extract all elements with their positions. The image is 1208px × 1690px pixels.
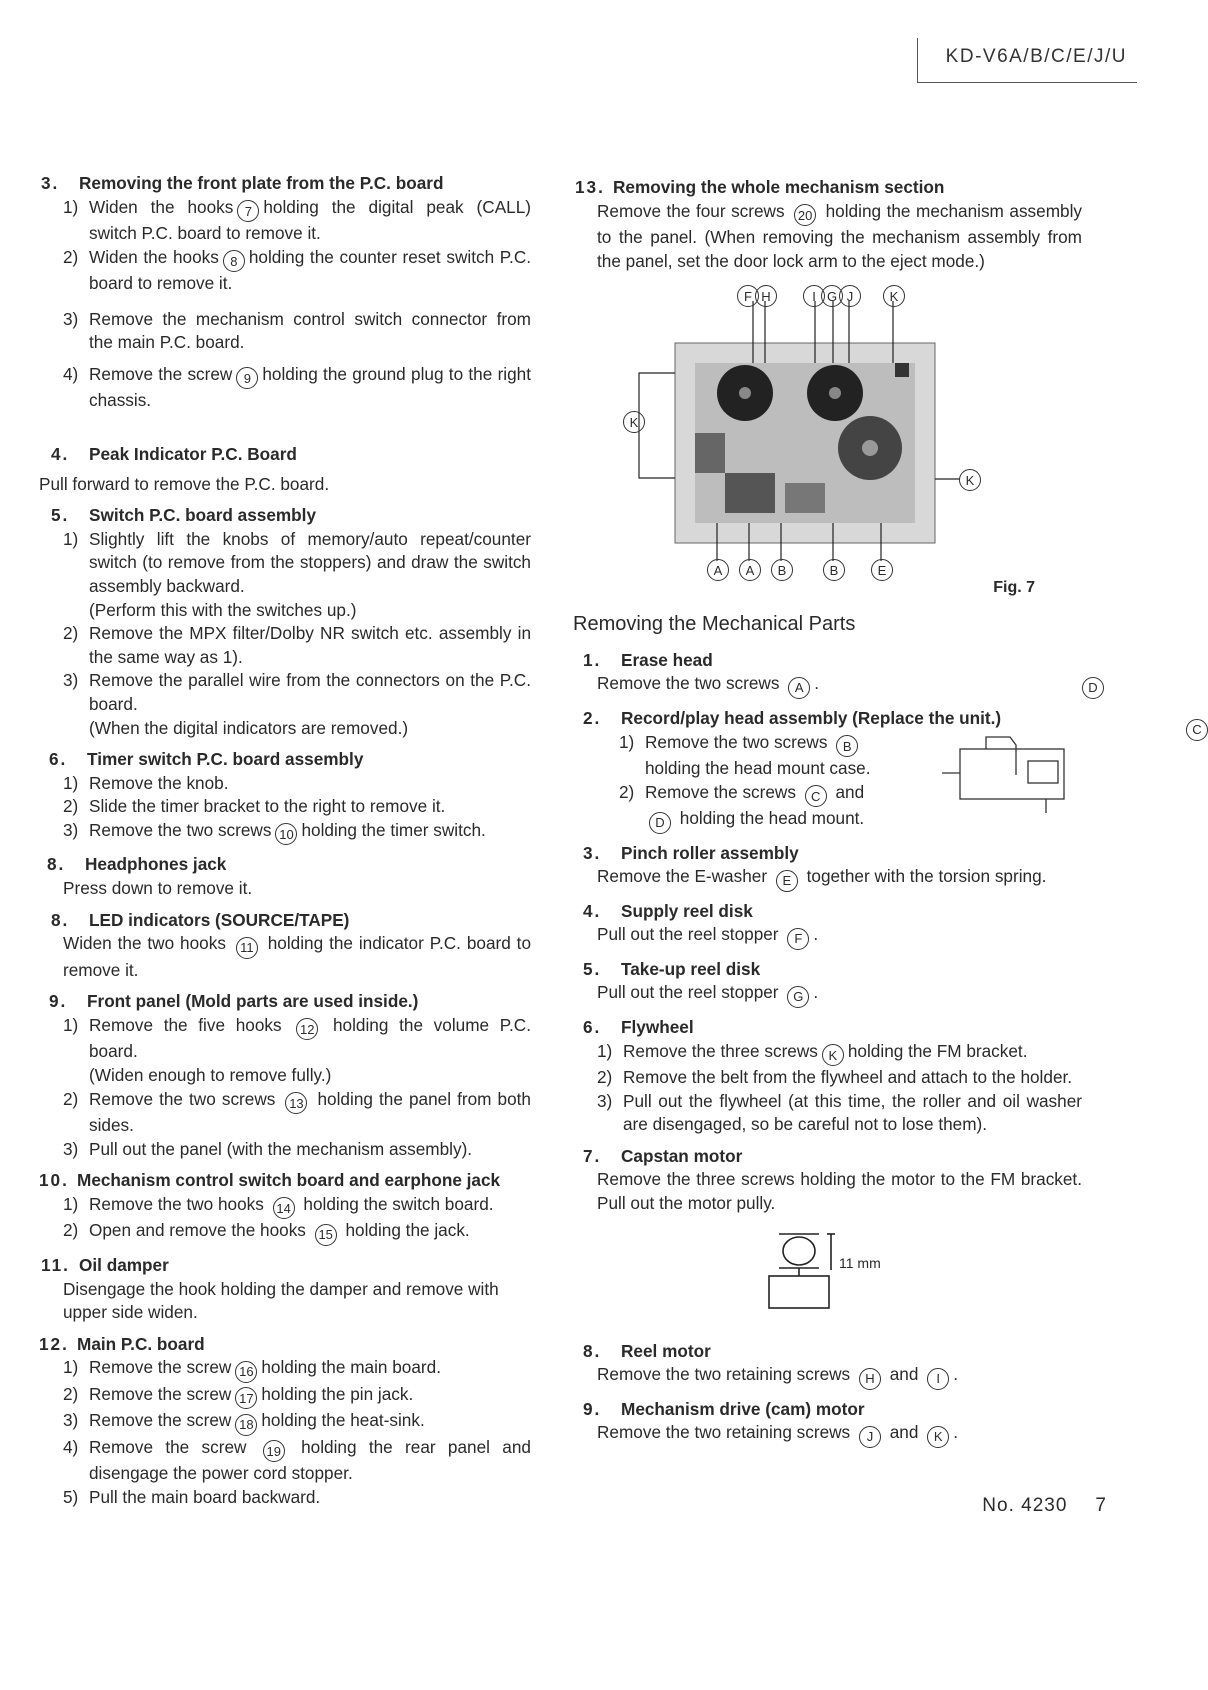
callout-marker: 8 [223, 250, 245, 272]
document-number: No. 4230 [982, 1495, 1068, 1516]
fig-label: H [755, 285, 777, 307]
fig-label: G [821, 285, 843, 307]
section-3 [41, 172, 531, 413]
step: 2) Remove the MPX filter/Dolby NR switch etc. assembly in the same way as 1). [63, 623, 531, 667]
head-mount-drawing [936, 735, 1086, 825]
section-6: 6. Timer switch P.C. board assembly 1) Remove the knob. 2) Slide the timer bracket to the right to remove it. 3) Remove the two screws 10 holding the timer switch. [41, 748, 531, 845]
section-10: 10. Mechanism control switch board and earphone jack 1) Remove the two hooks 14 holding the switch board. 2) Open and remove the hooks 15 holding the jack. [41, 1169, 531, 1246]
callout-marker: 9 [236, 367, 258, 389]
head-mount-figure [936, 680, 1202, 832]
section-title: Removing the front plate from the P.C. board [79, 173, 444, 193]
step: 2) Slide the timer bracket to the right to remove it. [63, 796, 446, 817]
callout-marker: K [822, 1044, 844, 1066]
callout-marker: C [805, 785, 827, 807]
step: 1) Remove the two hooks 14 holding the switch board. [41, 1193, 531, 1220]
model-number: KD-V6A/B/C/E/J/U [917, 38, 1137, 83]
mech-2: 2. Record/play head assembly (Replace the unit.) D C 1) Remove the two screws B holding the head mount case. 2) Remove the screws C and D holding the head mount. [597, 707, 1082, 834]
callout-marker: A [788, 677, 810, 699]
step: 3) Remove the parallel wire from the connectors on the P.C. board. (When the digital indicators are removed.) [63, 670, 531, 738]
section-8-headphones: 8. Headphones jack Press down to remove it. [47, 854, 253, 899]
mech-4: 4. Supply reel disk Pull out the reel stopper F . [597, 900, 1082, 950]
callout-marker: 18 [235, 1414, 257, 1436]
section-4: 4. Peak Indicator P.C. Board Pull forward to remove the P.C. board. [39, 444, 330, 494]
mechanism-drawing [605, 283, 1045, 603]
section-13: 13. Removing the whole mechanism section Remove the four screws 20 holding the mechanism assembly to the panel. (When removing the mechanism assembly from the panel, set the door lock arm to the eject mode.) [575, 177, 1082, 271]
callout-marker: 16 [235, 1361, 257, 1383]
step: 5) Pull the main board backward. [63, 1486, 321, 1507]
step: 3) Remove the screw 18 holding the heat-sink. [41, 1409, 531, 1436]
figure-caption: Fig. 7 [993, 578, 1035, 596]
callout-marker: H [859, 1368, 881, 1390]
step: 2) Remove the belt from the flywheel and attach to the holder. [597, 1067, 1073, 1088]
callout-marker: J [859, 1426, 881, 1448]
fig-label: I [803, 285, 825, 307]
step: 2) Remove the screws C and D holding the head mount. [597, 781, 930, 834]
fig-label: B [823, 559, 845, 581]
step: 3) Pull out the panel (with the mechanism assembly). [63, 1138, 473, 1159]
section-8-led: 8. LED indicators (SOURCE/TAPE) Widen the two hooks 11 holding the indicator P.C. board to remove it. [51, 909, 532, 980]
callout-marker: 19 [263, 1440, 285, 1462]
step: 4) Remove the screw 9 holding the ground plug to the right chassis. [63, 363, 532, 411]
callout-marker: K [927, 1426, 949, 1448]
callout-marker: D [649, 812, 671, 834]
step: 1) Remove the three screws K holding the FM bracket. [597, 1040, 1082, 1067]
fig-label: F [737, 285, 759, 307]
callout-marker: E [776, 870, 798, 892]
fig-label: C [1186, 719, 1208, 741]
step: 1) Slightly lift the knobs of memory/auto repeat/counter switch (to remove from the stoppers) and draw the switch assembly backward. (Perform this with the switches up.) [63, 528, 531, 620]
mech-1: 1. Erase head Remove the two screws A . [597, 649, 1082, 699]
section-heading: Removing the Mechanical Parts [573, 613, 856, 636]
step: 1) Remove the screw 16 holding the main board. [41, 1356, 531, 1383]
mech-6: 6. Flywheel 1) Remove the three screws K holding the FM bracket. 2) Remove the belt from the flywheel and attach to the holder. 3) Pull out the flywheel (at this time, the roller and oil washer are disengaged, so be careful not to lose them). [597, 1016, 1082, 1137]
callout-marker: 11 [236, 937, 258, 959]
callout-marker: 15 [315, 1224, 337, 1246]
callout-marker: I [927, 1368, 949, 1390]
callout-marker: 14 [273, 1197, 295, 1219]
step: 3) Remove the mechanism control switch connector from the main P.C. board. [63, 308, 531, 353]
section-number: 3. [41, 173, 60, 193]
step: 2) Open and remove the hooks 15 holding the jack. [41, 1219, 531, 1246]
page-footer [982, 1495, 1107, 1517]
mech-3: 3. Pinch roller assembly Remove the E-washer E together with the torsion spring. [597, 842, 1082, 892]
section-9: 9. Front panel (Mold parts are used inside.) 1) Remove the five hooks 12 holding the volume P.C. board. (Widen enough to remove fully.) 2) Remove the two screws 13 holding the panel from both sides. 3) Pull out the panel (with the mechanism assembly). [41, 990, 531, 1161]
fig-label: D [1082, 677, 1104, 699]
callout-marker: 17 [235, 1387, 257, 1409]
mech-9: 9. Mechanism drive (cam) motor Remove the two retaining screws J and K . [597, 1398, 1082, 1448]
step: 2) Widen the hooks 8 holding the counter reset switch P.C. board to remove it. [63, 246, 532, 294]
callout-marker: 10 [275, 823, 297, 845]
section-11: 11. Oil damper Disengage the hook holding the damper and remove with upper side widen. [41, 1254, 499, 1323]
step: 4) Remove the screw 19 holding the rear panel and disengage the power cord stopper. [63, 1436, 531, 1484]
mech-8: 8. Reel motor Remove the two retaining screws H and I . [597, 1340, 1082, 1390]
step: 2) Remove the screw 17 holding the pin jack. [41, 1383, 531, 1410]
callout-marker: F [787, 928, 809, 950]
callout-marker: G [787, 986, 809, 1008]
step: 1) Remove the two screws B holding the head mount case. [619, 731, 871, 779]
step: 1) Remove the five hooks 12 holding the volume P.C. board. (Widen enough to remove fully.) [63, 1014, 531, 1086]
fig-label: A [739, 559, 761, 581]
step: 1) Widen the hooks 7 holding the digital peak (CALL) switch P.C. board to remove it. [63, 196, 532, 244]
section-12: 12. Main P.C. board 1) Remove the screw 16 holding the main board. 2) Remove the screw 17 holding the pin jack. 3) Remove the screw 18 holding the heat-sink. 4) Remove the screw 19 holding the rear panel and disengage the power cord stopper. 5) Pull the main board backward. [41, 1333, 531, 1510]
step: 3) Remove the two screws 10 holding the timer switch. [41, 819, 531, 846]
step: 1) Remove the knob. [63, 772, 229, 793]
step: 2) Remove the two screws 13 holding the panel from both sides. [63, 1088, 531, 1136]
fig-label: K [883, 285, 905, 307]
left-column [41, 172, 531, 1517]
callout-marker: 12 [296, 1018, 318, 1040]
fig-label: E [871, 559, 893, 581]
fig-label: B [771, 559, 793, 581]
fig-label: J [839, 285, 861, 307]
dimension-label: 11 mm [839, 1254, 881, 1271]
mechanism-figure [605, 283, 1045, 603]
callout-marker: 13 [285, 1092, 307, 1114]
right-column [573, 176, 1202, 1456]
mech-7: 7. Capstan motor Remove the three screws holding the motor to the FM bracket. Pull out the motor pully. [583, 1145, 1082, 1213]
capstan-motor-figure [767, 1230, 907, 1310]
callout-marker: B [836, 735, 858, 757]
fig-label: K [959, 469, 981, 491]
capstan-motor-drawing [767, 1230, 907, 1310]
page-number: 7 [1095, 1495, 1107, 1516]
callout-marker: 20 [794, 204, 816, 226]
fig-label: A [707, 559, 729, 581]
step: 3) Pull out the flywheel (at this time, the roller and oil washer are disengaged, so be careful not to lose them). [597, 1090, 1082, 1135]
callout-marker: 7 [237, 200, 259, 222]
mech-5: 5. Take-up reel disk Pull out the reel stopper G . [597, 958, 1082, 1008]
fig-label: K [623, 411, 645, 433]
section-5: 5. Switch P.C. board assembly 1) Slightly lift the knobs of memory/auto repeat/counter switch (to remove from the stoppers) and draw the switch assembly backward. (Perform this with the switches up.) 2) Remove the MPX filter/Dolby NR switch etc. assembly in the same way as 1). 3) Remove the parallel wire from the connectors on the P.C. board. (When the digital indicators are removed.) [41, 504, 531, 740]
